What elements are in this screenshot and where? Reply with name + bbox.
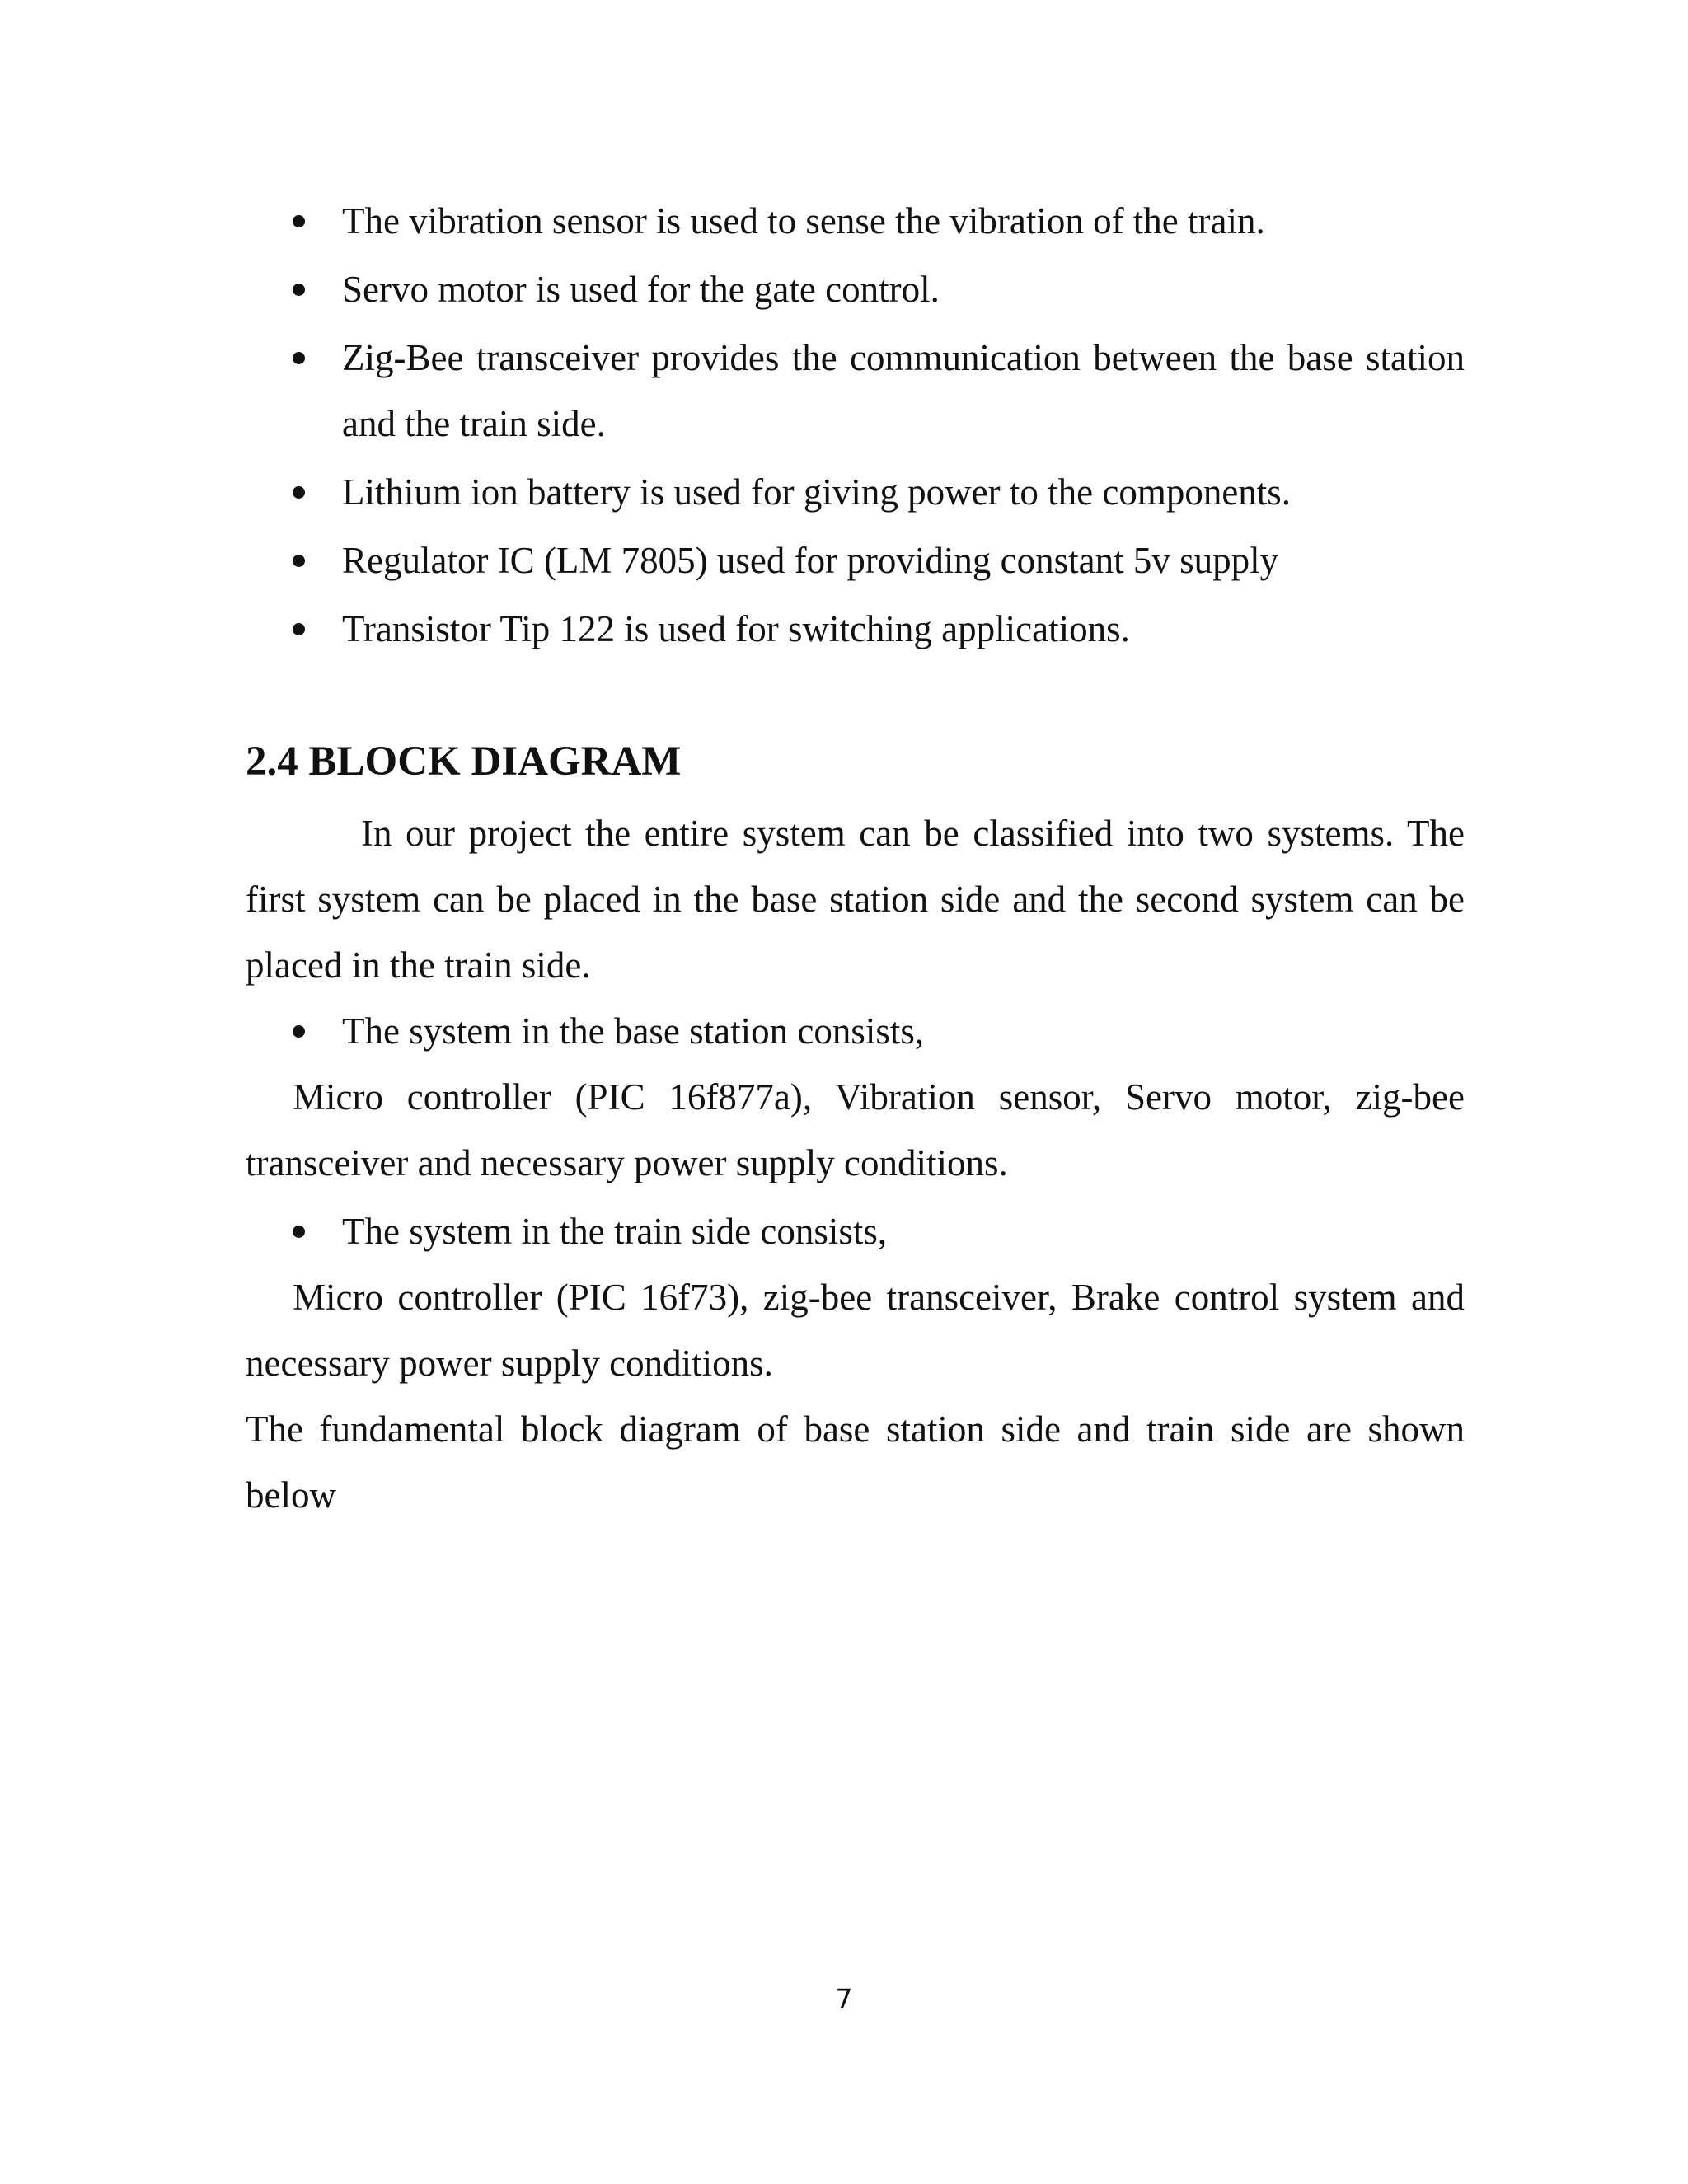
paragraph-line: placed in the train side.: [246, 944, 591, 986]
bullet-text: Zig-Bee transceiver provides the communication between the base station: [342, 337, 1465, 378]
page-number: 7: [835, 1983, 853, 2015]
paragraph-line: necessary power supply conditions.: [246, 1343, 773, 1384]
bullet-text-continuation: and the train side.: [342, 403, 606, 444]
bullet-text: Lithium ion battery is used for giving power to the components.: [342, 471, 1292, 513]
bullet-dot: [293, 352, 305, 364]
bullet-text: The system in the train side consists,: [342, 1211, 888, 1252]
section-heading: 2.4 BLOCK DIAGRAM: [246, 738, 682, 785]
bullet-text: Regulator IC (LM 7805) used for providing constant 5v supply: [342, 540, 1279, 581]
bullet-dot: [293, 1226, 305, 1238]
bullet-text: The vibration sensor is used to sense the vibration of the train.: [342, 200, 1265, 241]
paragraph-line: first system can be placed in the base station side and the second system can be: [246, 879, 1465, 920]
paragraph-line: below: [246, 1474, 336, 1516]
paragraph-line: Micro controller (PIC 16f877a), Vibration sensor, Servo motor, zig-bee: [293, 1076, 1465, 1118]
bullet-text: The system in the base station consists,: [342, 1010, 925, 1052]
bullet-dot: [293, 284, 305, 296]
bullet-dot: [293, 486, 305, 499]
bullet-dot: [293, 215, 305, 227]
bullet-dot: [293, 555, 305, 567]
paragraph-line: In our project the entire system can be classified into two systems. The: [361, 813, 1465, 854]
bullet-text: Transistor Tip 122 is used for switching applications.: [342, 608, 1130, 649]
bullet-dot: [293, 1025, 305, 1038]
bullet-dot: [293, 623, 305, 635]
paragraph-line: Micro controller (PIC 16f73), zig-bee transceiver, Brake control system and: [293, 1277, 1465, 1318]
bullet-text: Servo motor is used for the gate control.: [342, 269, 940, 310]
paragraph-line: transceiver and necessary power supply conditions.: [246, 1142, 1008, 1183]
paragraph-line: The fundamental block diagram of base station side and train side are shown: [246, 1408, 1465, 1450]
